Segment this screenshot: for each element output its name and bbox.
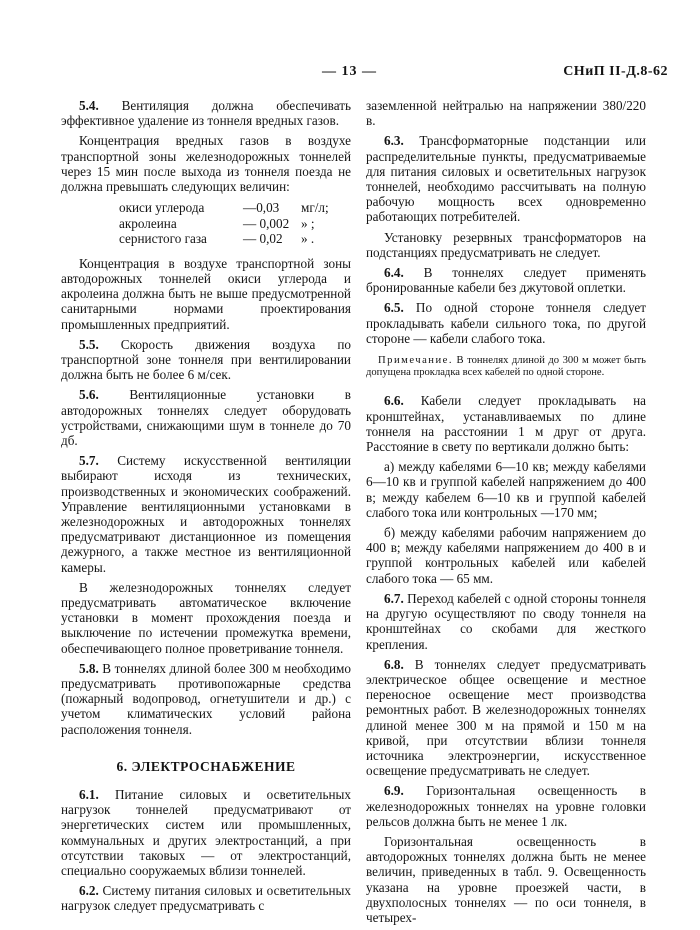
clause-text: Кабели следует прокладывать на кронштейнах, устанавливаемых по длине тоннеля на расстоянии 1 м друг от друга. Расстояние в свету по вертикали должно быть: — [366, 393, 646, 455]
concentration-formula — [119, 200, 351, 247]
formula-unit: мг/л; — [301, 200, 329, 216]
clause-number: 5.8. — [79, 660, 99, 676]
clause-number: 6.8. — [384, 656, 404, 672]
clause-text: Вентиляция должна обеспечивать эффективное удаление из тоннеля вредных газов. — [61, 98, 351, 129]
paragraph-6-6 — [366, 393, 646, 454]
formula-row — [119, 216, 351, 232]
formula-value: — 0,002 — [243, 215, 290, 231]
paragraph-5-5 — [61, 337, 351, 383]
right-column — [366, 98, 646, 930]
clause-text: В тоннелях следует применять бронированные кабели без джутовой оплетки. — [366, 265, 646, 296]
paragraph-5-4 — [61, 98, 351, 128]
clause-text: Скорость движения воздуха по транспортной зоне тоннеля при вентилировании должна быть не более 6 м/сек. — [61, 336, 351, 383]
formula-name: окиси углерода — [119, 200, 205, 216]
clause-text: Систему искусственной вентиляции выбирают исходя из технических, производственных и экономических соображений. Управление вентиляционными установками в железнодорожных и автодорожных тоннелях предусматривают дистанционное из помещения дежурного, а также местное из вентиляционной камеры. — [61, 453, 351, 575]
paragraph-5-6 — [61, 387, 351, 448]
paragraph-6-1 — [61, 787, 351, 878]
paragraph-road-illumination: Горизонтальная освещенность в автодорожных тоннелях должна быть не менее величин, приведенных в табл. 9. Освещенность указана на уровне проезжей части, в двухполосных тоннелях — по оси тоннеля, в четырех- — [366, 833, 646, 925]
clause-number: 5.7. — [79, 453, 99, 469]
paragraph-rail-ventilation: В железнодорожных тоннелях следует предусматривать автоматическое включение установки в момент прохождения поезда и выключение по истечении промежутка времени, обеспечивающего полное проветривание тоннеля. — [61, 579, 351, 656]
note-label: Примечание. — [378, 355, 453, 367]
clause-number: 6.4. — [384, 265, 404, 281]
clause-text: В тоннелях следует предусматривать электрическое общее освещение и местное переносное освещение мест производства ремонтных работ. В железнодорожных тоннелях длиной менее 300 м на прямой и 150 м на кривой, при отсутствии вблизи тоннеля источника электроэнергии, искусственное освещение предусматривать не следует. — [366, 656, 646, 779]
formula-value: —0,03 — [243, 200, 280, 216]
paragraph-6-3 — [366, 133, 646, 224]
formula-value: — 0,02 — [243, 231, 283, 247]
clause-number: 6.5. — [384, 300, 404, 316]
paragraph-continuation: заземленной нейтралью на напряжении 380/220 в. — [366, 98, 646, 129]
formula-name: сернистого газа — [119, 231, 207, 247]
clause-number: 6.2. — [79, 883, 99, 899]
page-number: — 13 — — [322, 64, 377, 79]
clause-number: 6.6. — [384, 393, 404, 409]
formula-row — [119, 231, 351, 247]
page-header — [0, 64, 700, 88]
paragraph-reserve: Установку резервных трансформаторов на подстанциях предусматривать не следует. — [366, 229, 646, 260]
note — [366, 355, 646, 379]
paragraph-6-5 — [366, 300, 646, 346]
left-column — [61, 98, 351, 919]
paragraph-5-7 — [61, 453, 351, 575]
clause-text: Питание силовых и осветительных нагрузок тоннелей предусматривают от энергетических систем или промышленных, коммунальных и других электростанций, а при отсутствии таковых — от электростанций, специально сооружаемых вблизи тоннелей. — [61, 787, 351, 879]
clause-number: 6.1. — [79, 787, 99, 803]
paragraph-6-8 — [366, 657, 646, 779]
paragraph-6-9 — [366, 783, 646, 829]
paragraph-6-4 — [366, 265, 646, 295]
clause-text: Трансформаторные подстанции или распределительные пункты, предусматриваемые для питания силовых и осветительных нагрузок тоннелей, необходимо рассчитывать на полную рабочую мощность всех одновременно работающих потребителей. — [366, 133, 646, 225]
formula-unit: » . — [301, 231, 315, 247]
clause-number: 6.9. — [384, 783, 404, 799]
clause-text: Переход кабелей с одной стороны тоннеля на другую осуществляют по своду тоннеля на кронштейнах со скобами для жесткого крепления. — [366, 590, 646, 652]
paragraph-concentration-road: Концентрация в воздухе транспортной зоны автодорожных тоннелей окиси углерода и акролеина должна быть не выше предусмотренной санитарными нормами проектирования промышленных предприятий. — [61, 255, 351, 332]
list-item-a: а) между кабелями 6—10 кв; между кабелями 6—10 кв и группой кабелей напряжением до 400 в; между кабелем 6—10 кв и группой кабелей слабого тока или контрольных —170 мм; — [366, 459, 646, 520]
paragraph-concentration: Концентрация вредных газов в воздухе транспортной зоны железнодорожных тоннелей через 15 мин после выхода из тоннеля поезда не должна превышать следующих величин: — [61, 133, 351, 195]
document-code: СНиП II-Д.8-62 — [563, 64, 668, 79]
clause-number: 5.5. — [79, 336, 99, 352]
paragraph-6-2 — [61, 883, 351, 913]
formula-name: акролеина — [119, 215, 177, 231]
clause-number: 5.6. — [79, 387, 99, 403]
clause-text: Вентиляционные установки в автодорожных тоннелях следует оборудовать устройствами, снижающими шум в тоннеле до 70 дб. — [61, 387, 351, 448]
clause-number: 5.4. — [79, 98, 99, 113]
note-text: В тоннелях длиной до 300 м может быть допущена прокладка всех кабелей по одной стороне. — [366, 355, 646, 379]
clause-text: В тоннелях длиной более 300 м необходимо предусматривать противопожарные средства (пожарный водопровод, огнетушители и др.) с учетом климатических условий района расположения тоннеля. — [61, 660, 351, 737]
paragraph-5-8 — [61, 661, 351, 737]
formula-row — [119, 200, 351, 216]
clause-number: 6.7. — [384, 590, 404, 606]
paragraph-6-7 — [366, 591, 646, 652]
clause-text: По одной стороне тоннеля следует прокладывать кабели сильного тока, по другой стороне — кабели слабого тока. — [366, 300, 646, 346]
clause-text: Горизонтальная освещенность в железнодорожных тоннелях на уровне головки рельсов должна быть не менее 1 лк. — [366, 783, 646, 829]
clause-number: 6.3. — [384, 133, 404, 149]
section-heading: 6. ЭЛЕКТРОСНАБЖЕНИЕ — [116, 758, 296, 774]
clause-text: Систему питания силовых и осветительных нагрузок следует предусматривать с — [61, 883, 351, 914]
list-item-b: б) между кабелями рабочим напряжением до 400 в; между кабелями напряжением до 400 в и группой контрольных кабелей или кабелей слабого тока — 65 мм. — [366, 525, 646, 586]
formula-unit: » ; — [301, 215, 315, 231]
